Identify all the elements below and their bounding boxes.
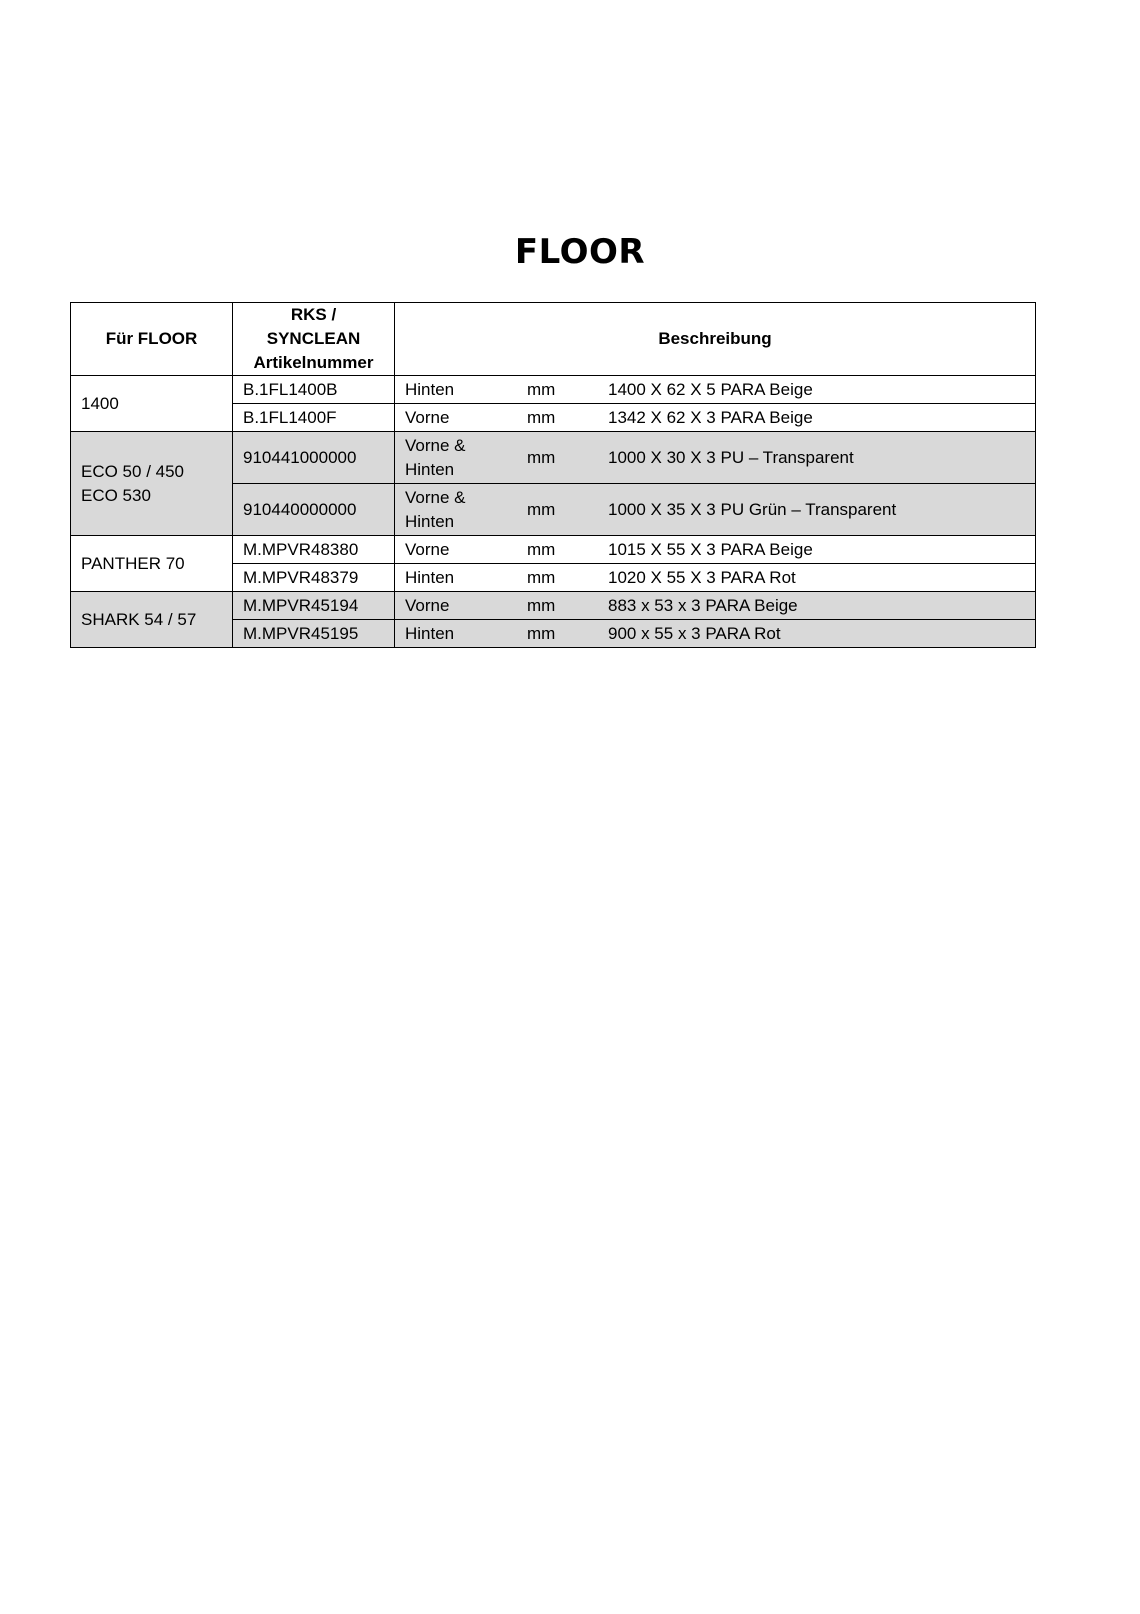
unit-label: mm (527, 567, 556, 587)
side-label: Vorne (405, 595, 450, 615)
side-line: Vorne & (405, 487, 466, 507)
article-number: M.MPVR48380 (233, 536, 395, 564)
side-line: Hinten (405, 511, 455, 531)
unit-label: mm (527, 539, 556, 559)
unit-label: mm (527, 595, 556, 615)
description-cell (395, 620, 1036, 648)
header-article-line1: RKS / SYNCLEAN (266, 305, 361, 348)
unit-label: mm (527, 447, 556, 467)
article-number: 910440000000 (233, 484, 395, 536)
table-header-row (71, 303, 1036, 376)
description-cell (395, 592, 1036, 620)
description-cell (395, 404, 1036, 432)
article-number: M.MPVR45194 (233, 592, 395, 620)
unit-label: mm (527, 379, 556, 399)
description-cell (395, 484, 1036, 536)
spec-label: 1020 X 55 X 3 PARA Rot (608, 567, 796, 587)
side-label: Vorne (405, 539, 450, 559)
spec-label: 883 x 53 x 3 PARA Beige (608, 595, 798, 615)
model-name: ECO 530 (81, 485, 151, 505)
table-row (71, 376, 1036, 404)
description-cell (395, 376, 1036, 404)
unit-label: mm (527, 407, 556, 427)
model-name: ECO 50 / 450 (81, 461, 185, 481)
model-name: 1400 (81, 393, 119, 413)
spec-label: 900 x 55 x 3 PARA Rot (608, 623, 781, 643)
model-name: SHARK 54 / 57 (81, 609, 197, 629)
page-title: FLOOR (514, 232, 646, 272)
parts-table (70, 302, 1036, 648)
model-cell (71, 432, 233, 536)
spec-label: 1342 X 62 X 3 PARA Beige (608, 407, 813, 427)
side-label: Hinten (405, 379, 455, 399)
header-model: Für FLOOR (71, 303, 233, 376)
description-cell (395, 564, 1036, 592)
article-number: B.1FL1400B (233, 376, 395, 404)
article-number: B.1FL1400F (233, 404, 395, 432)
side-label: Hinten (405, 623, 455, 643)
spec-label: 1000 X 30 X 3 PU – Transparent (608, 447, 854, 467)
unit-label: mm (527, 623, 556, 643)
article-number: M.MPVR45195 (233, 620, 395, 648)
model-cell (71, 592, 233, 648)
model-cell (71, 376, 233, 432)
side-line: Vorne & (405, 435, 466, 455)
side-label: Hinten (405, 567, 455, 587)
spec-label: 1000 X 35 X 3 PU Grün – Transparent (608, 499, 897, 519)
table-row (71, 592, 1036, 620)
model-cell (71, 536, 233, 592)
header-description: Beschreibung (395, 303, 1036, 376)
header-article (233, 303, 395, 376)
table-row (71, 536, 1036, 564)
spec-label: 1400 X 62 X 5 PARA Beige (608, 379, 813, 399)
model-name: PANTHER 70 (81, 553, 185, 573)
table-row (71, 432, 1036, 484)
unit-label: mm (527, 499, 556, 519)
side-line: Hinten (405, 459, 455, 479)
header-article-line2: Artikelnummer (253, 353, 374, 372)
article-number: 910441000000 (233, 432, 395, 484)
side-label (405, 434, 527, 482)
spec-label: 1015 X 55 X 3 PARA Beige (608, 539, 813, 559)
description-cell (395, 432, 1036, 484)
side-label: Vorne (405, 407, 450, 427)
side-label (405, 486, 527, 534)
article-number: M.MPVR48379 (233, 564, 395, 592)
description-cell (395, 536, 1036, 564)
